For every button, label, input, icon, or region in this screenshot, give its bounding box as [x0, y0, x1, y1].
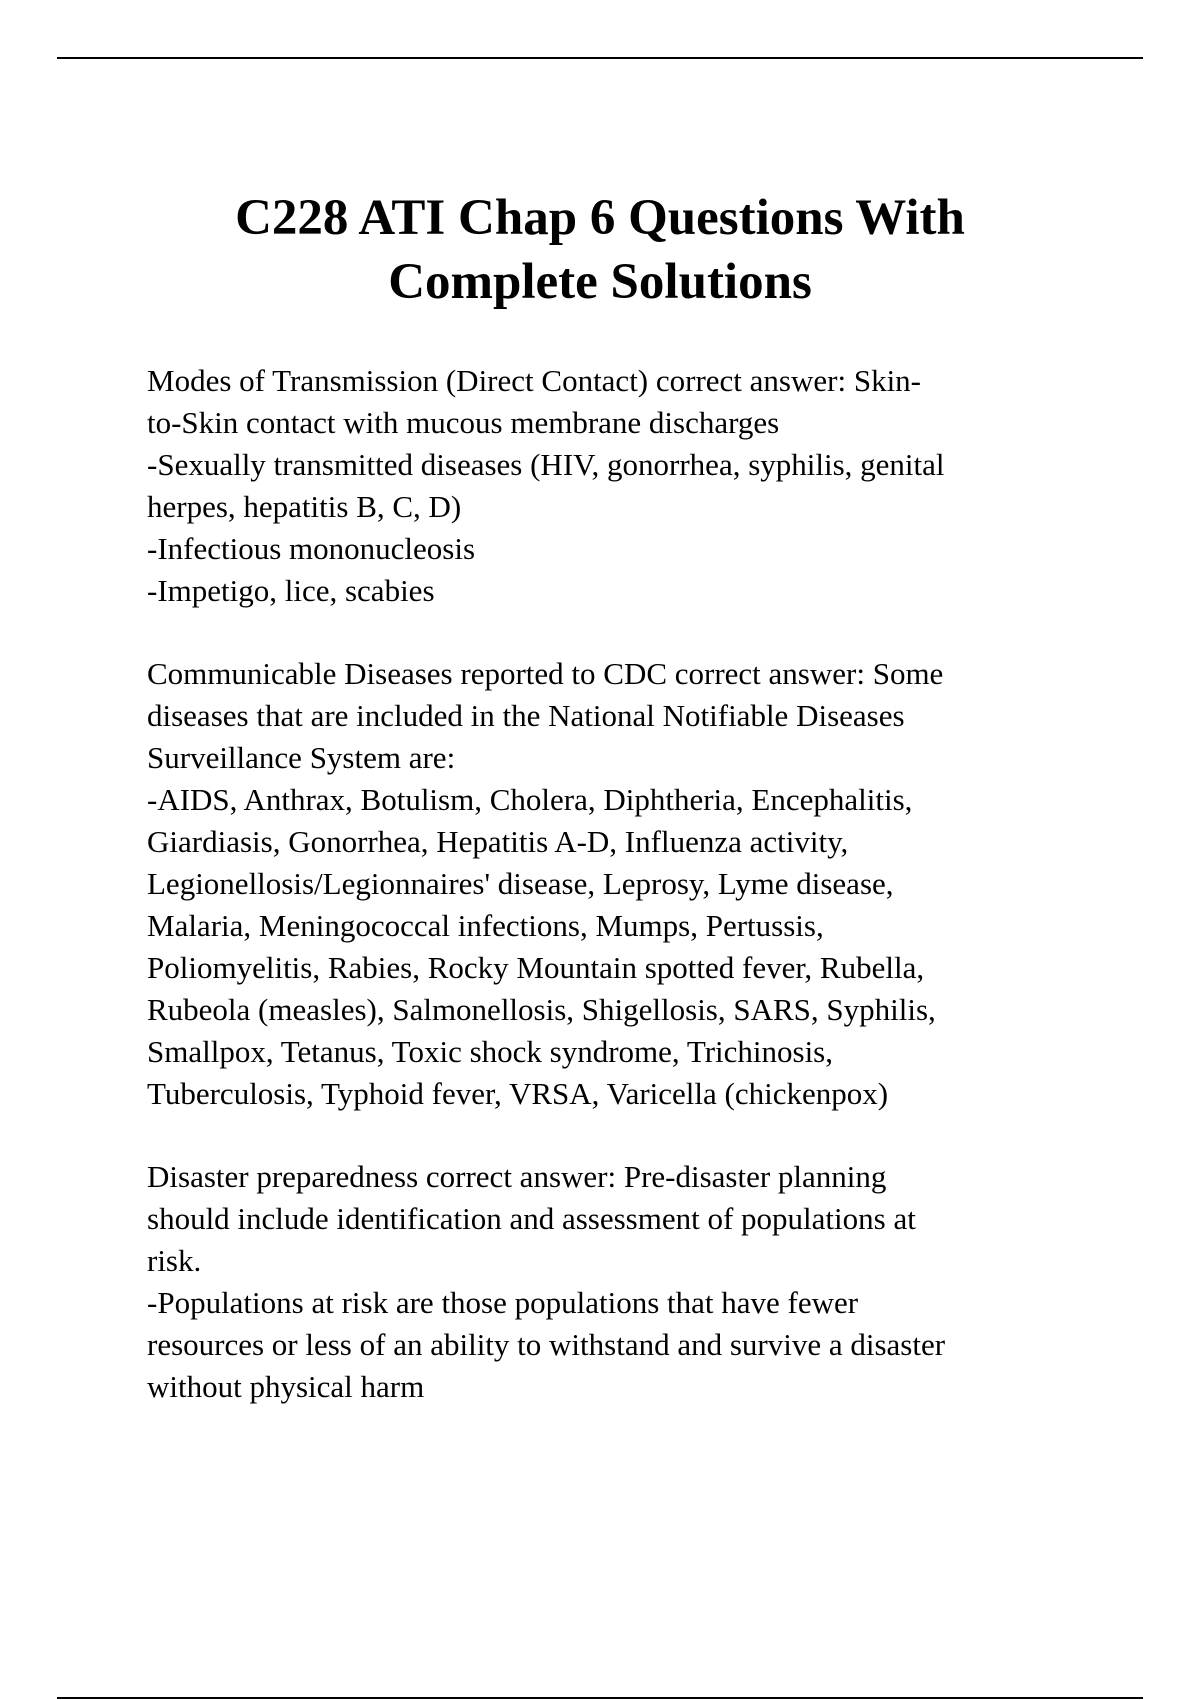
entry-line: -Infectious mononucleosis	[147, 531, 476, 566]
entry-line: -Sexually transmitted diseases (HIV, gonorrhea, syphilis, genital	[147, 447, 945, 482]
title-line-1: C228 ATI Chap 6 Questions With	[235, 190, 965, 246]
entry-line: should include identification and assessment of populations at	[147, 1201, 916, 1236]
entry-line: Malaria, Meningococcal infections, Mumps, Pertussis,	[147, 908, 824, 943]
entry-line: herpes, hepatitis B, C, D)	[147, 489, 462, 524]
entry-line: risk.	[147, 1243, 202, 1278]
entry-line: Tuberculosis, Typhoid fever, VRSA, Varicella (chickenpox)	[147, 1076, 889, 1111]
top-rule	[57, 57, 1143, 59]
entry-line: to-Skin contact with mucous membrane discharges	[147, 405, 780, 440]
entry-line: Disaster preparedness correct answer: Pre-disaster planning	[147, 1159, 887, 1194]
entry-line: -Populations at risk are those populations that have fewer	[147, 1285, 859, 1320]
entry-line: diseases that are included in the National Notifiable Diseases	[147, 698, 905, 733]
bottom-rule	[57, 1697, 1143, 1699]
entry-line: Giardiasis, Gonorrhea, Hepatitis A-D, Influenza activity,	[147, 824, 849, 859]
entry-line: Poliomyelitis, Rabies, Rocky Mountain spotted fever, Rubella,	[147, 950, 925, 985]
entry-line: Smallpox, Tetanus, Toxic shock syndrome, Trichinosis,	[147, 1034, 833, 1069]
entry-disaster-preparedness	[147, 1156, 1097, 1408]
document-title	[100, 186, 1100, 314]
entry-communicable-diseases	[147, 653, 1097, 1115]
entry-line: Modes of Transmission (Direct Contact) correct answer: Skin-	[147, 363, 922, 398]
entry-modes-of-transmission	[147, 360, 1097, 612]
entry-line: without physical harm	[147, 1369, 425, 1404]
entry-line: Legionellosis/Legionnaires' disease, Leprosy, Lyme disease,	[147, 866, 894, 901]
entry-line: Surveillance System are:	[147, 740, 456, 775]
entry-line: Communicable Diseases reported to CDC correct answer: Some	[147, 656, 944, 691]
entry-line: -Impetigo, lice, scabies	[147, 573, 435, 608]
entry-line: -AIDS, Anthrax, Botulism, Cholera, Diphtheria, Encephalitis,	[147, 782, 913, 817]
title-line-2: Complete Solutions	[388, 254, 812, 310]
entry-line: Rubeola (measles), Salmonellosis, Shigellosis, SARS, Syphilis,	[147, 992, 936, 1027]
entry-line: resources or less of an ability to withstand and survive a disaster	[147, 1327, 946, 1362]
document-body	[147, 360, 1097, 1449]
